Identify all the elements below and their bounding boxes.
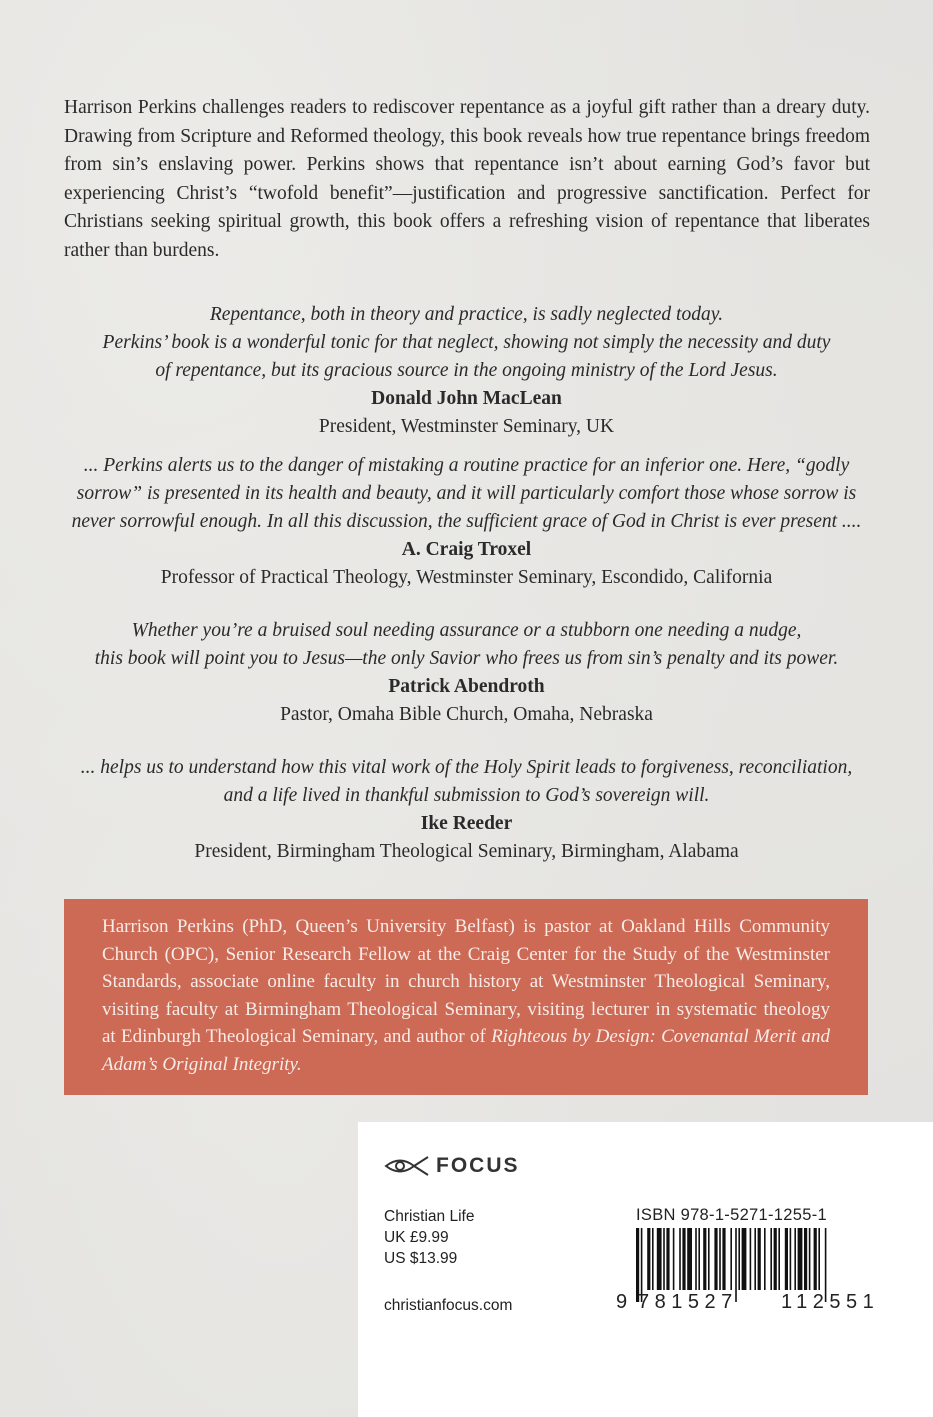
fish-eye-logo-icon <box>384 1155 430 1177</box>
isbn-label: ISBN 978-1-5271-1255-1 <box>636 1206 827 1224</box>
price-us: US $13.99 <box>384 1250 458 1267</box>
endorsement-quote-line: sorrow” is presented in its health and beauty, and it will particularly comfort those whose sorrow is <box>76 483 857 504</box>
barcode-panel <box>358 1122 933 1417</box>
publisher-website: christianfocus.com <box>384 1297 513 1314</box>
barcode-digit-group-right: 112551 <box>781 1291 880 1313</box>
endorsement-quote-line: ... helps us to understand how this vital work of the Holy Spirit leads to forgiveness, reconciliation, <box>80 757 853 778</box>
endorsement-quote-line: ... Perkins alerts us to the danger of mistaking a routine practice for an inferior one. Here, “godly <box>83 455 850 476</box>
book-category: Christian Life <box>384 1208 475 1225</box>
endorser-name: Ike Reeder <box>420 813 513 834</box>
book-blurb: Harrison Perkins challenges readers to rediscover repentance as a joyful gift rather than a dreary duty. Drawing from Scripture and Reformed theology, this book reveals how true repentance brings freedom from sin’s enslaving power. Perkins shows that repentance isn’t about earning God’s favor but experiencing Christ’s “twofold benefit”—justification and progressive sanctification. Perfect for Christians seeking spiritual growth, this book offers a refreshing vision of repentance that liberates rather than burdens. <box>64 97 870 261</box>
endorser-role: Pastor, Omaha Bible Church, Omaha, Nebraska <box>280 704 653 725</box>
endorsement-quote-line: never sorrowful enough. In all this discussion, the sufficient grace of God in Christ is ever present .... <box>71 511 862 532</box>
endorsement-quote-line: and a life lived in thankful submission to God’s sovereign will. <box>223 785 710 806</box>
endorsement-abendroth <box>40 617 893 729</box>
author-book-title: Righteous by Design: Covenantal Merit and Adam’s Original Integrity. <box>102 1026 830 1075</box>
endorser-role: Professor of Practical Theology, Westminster Seminary, Escondido, California <box>160 567 773 588</box>
endorser-name: Patrick Abendroth <box>388 676 545 697</box>
book-meta <box>384 1206 474 1269</box>
endorsement-reeder <box>40 754 893 866</box>
barcode-digit-group-left: 781527 <box>638 1291 738 1313</box>
endorsement-quote-line: Repentance, both in theory and practice, is sadly neglected today. <box>209 304 724 325</box>
endorser-role: President, Birmingham Theological Seminary, Birmingham, Alabama <box>194 841 739 862</box>
endorsement-quote-line: Whether you’re a bruised soul needing assurance or a stubborn one needing a nudge, <box>131 620 802 641</box>
endorsement-maclean <box>40 301 893 441</box>
author-bio-text: Harrison Perkins (PhD, Queen’s University Belfast) is pastor at Oakland Hills Community Church (OPC), Senior Research Fellow at the Craig Center for the Study of the Westminster Standards, associate online faculty in church history at Westminster Theological Seminary, visiting faculty at Birmingham Theological Seminary, visiting lecturer in systematic theology at Edinburgh Theological Seminary, and author of <box>102 916 830 1047</box>
endorser-role: President, Westminster Seminary, UK <box>318 416 615 437</box>
publisher-logo <box>384 1154 520 1178</box>
endorsement-quote-line: of repentance, but its gracious source in the ongoing ministry of the Lord Jesus. <box>155 360 778 381</box>
author-bio <box>102 913 830 1078</box>
barcode-digit-prefix: 9 <box>616 1291 628 1313</box>
endorsement-quote-line: this book will point you to Jesus—the only Savior who frees us from sin’s penalty and its power. <box>94 648 839 669</box>
endorser-name: Donald John MacLean <box>371 388 562 409</box>
endorsement-troxel <box>40 452 893 592</box>
endorsement-quote-line: Perkins’ book is a wonderful tonic for that neglect, showing not simply the necessity and duty <box>102 332 831 353</box>
publisher-name: FOCUS <box>436 1154 520 1177</box>
endorser-name: A. Craig Troxel <box>401 539 532 560</box>
price-uk: UK £9.99 <box>384 1229 449 1246</box>
author-bio-box <box>64 899 868 1095</box>
